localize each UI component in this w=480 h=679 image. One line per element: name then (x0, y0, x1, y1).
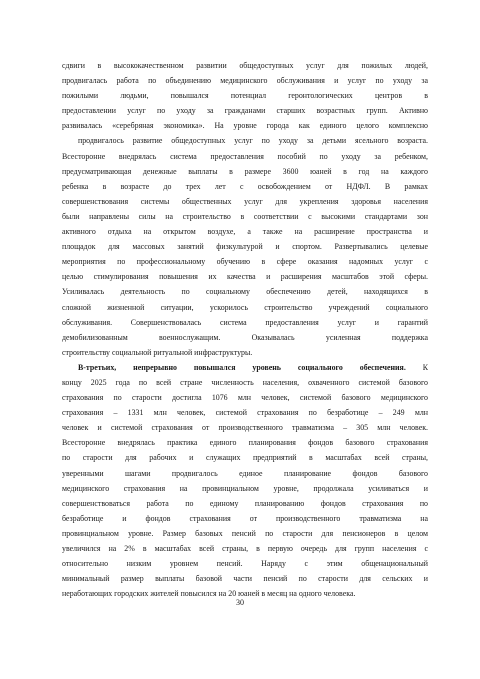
text-line: увеличился на 2% в масштабах всей страны, в первую очередь для групп населения с (62, 544, 428, 553)
text-line: обслуживания. Совершенствовалась система предоставления услуг и гарантий (62, 317, 428, 327)
page-number: 30 (236, 598, 244, 607)
text-line: безработице и фондов страхования от производственного травматизма на (62, 513, 428, 523)
text-line: строительству социальной ритуальной инфраструктуры. (62, 347, 253, 357)
text-line: минимальный размер выплаты базовой части пенсий по старости для сельских и (62, 574, 428, 584)
text-line: Всесторонне внедрялась система предоставления пособий по уходу за ребенком, (62, 151, 428, 161)
text-line: совершенствоваться работа по единому планированию фондов страхования по (62, 498, 428, 508)
text-line: уверенными шагами продвигалось единое планирование фондов базового (62, 468, 428, 478)
text-line: страхования – 1331 млн человек, системой страхования по безработице – 249 млн (62, 408, 428, 418)
text-line (62, 360, 428, 375)
paragraph-social-services (62, 58, 428, 360)
text-line: медицинского страхования на провинциальном уровне, продолжала усиливаться и (62, 483, 428, 493)
text-line: сложной жизненной ситуации, ускорилось строительство учреждений социального (62, 302, 428, 312)
text-line: целью стимулирования повышения их качества и расширения масштабов этой сферы. (62, 272, 428, 282)
text-line: Усиливалась деятельность по социальному обеспечению детей, находящихся в (62, 287, 428, 297)
text-line: активного отдыха на открытом воздухе, а также на расширение пространства и (62, 227, 428, 237)
text-line: неработающих городских жителей повысился на 20 юаней в месяц на одного человека. (62, 589, 356, 599)
text-line: были направлены силы на строительство в соответствии с высокими стандартами зон (62, 211, 428, 221)
text-line: демобилизованным военнослужащим. Оказывалась усиленная поддержка (62, 332, 428, 342)
text-line: концу 2025 года по всей стране численность населения, охваченного системой базового (62, 377, 428, 387)
section-heading: В-третьих, непрерывно повышался уровень социального обеспечения. (78, 362, 406, 372)
text-line: продвигалось развитие общедоступных услуг по уходу за детьми ясельного возраста. (78, 136, 428, 146)
text-line: площадок для массовых занятий физкультурой и спортом. Развертывались целевые (62, 242, 428, 252)
body-text (62, 58, 428, 601)
text-line: предоставлении услуг по уходу за гражданами старших возрастных групп. Активно (62, 106, 428, 116)
text-line: развивалась «серебряная экономика». На уровне города как единого целого комплексно (62, 121, 428, 131)
text-line: пожилыми людьми, повышался потенциал геронтологических центров в (62, 91, 428, 101)
text-line: предусматривающая денежные выплаты в размере 3600 юаней в год на каждого (62, 166, 428, 176)
text-line: ребенка в возрасте до трех лет с освобождением от НДФЛ. В рамках (62, 181, 428, 191)
text-line: мероприятия по профессиональному обучению в сфере оказания надомных услуг с (62, 257, 428, 267)
text-line: провинциальном уровне. Размер базовых пенсий по старости для пенсионеров в целом (62, 528, 428, 538)
text-line: продвигалась работа по объединению медицинского обслуживания и услуг по уходу за (62, 76, 428, 86)
text-line: Всесторонне внедрялась практика единого планирования фондов базового страхования (62, 438, 428, 448)
text-line: относительно низким уровнем пенсий. Наряду с этим общенациональный (62, 559, 428, 569)
text-line: человек и системой страхования от производственного травматизма – 305 млн человек. (62, 423, 428, 433)
heading-continuation: К (422, 362, 428, 372)
text-line: сдвиги в высококачественном развитии общедоступных услуг для пожилых людей, (62, 61, 428, 70)
paragraph-social-insurance (62, 360, 428, 602)
text-line: по старости для рабочих и служащих предприятий в масштабах всей страны, (62, 453, 428, 463)
text-line: страхования по старости достигла 1076 млн человек, системой базового медицинского (62, 393, 428, 403)
text-line: совершенствования системы общественных услуг для укрепления здоровья населения (62, 196, 428, 206)
